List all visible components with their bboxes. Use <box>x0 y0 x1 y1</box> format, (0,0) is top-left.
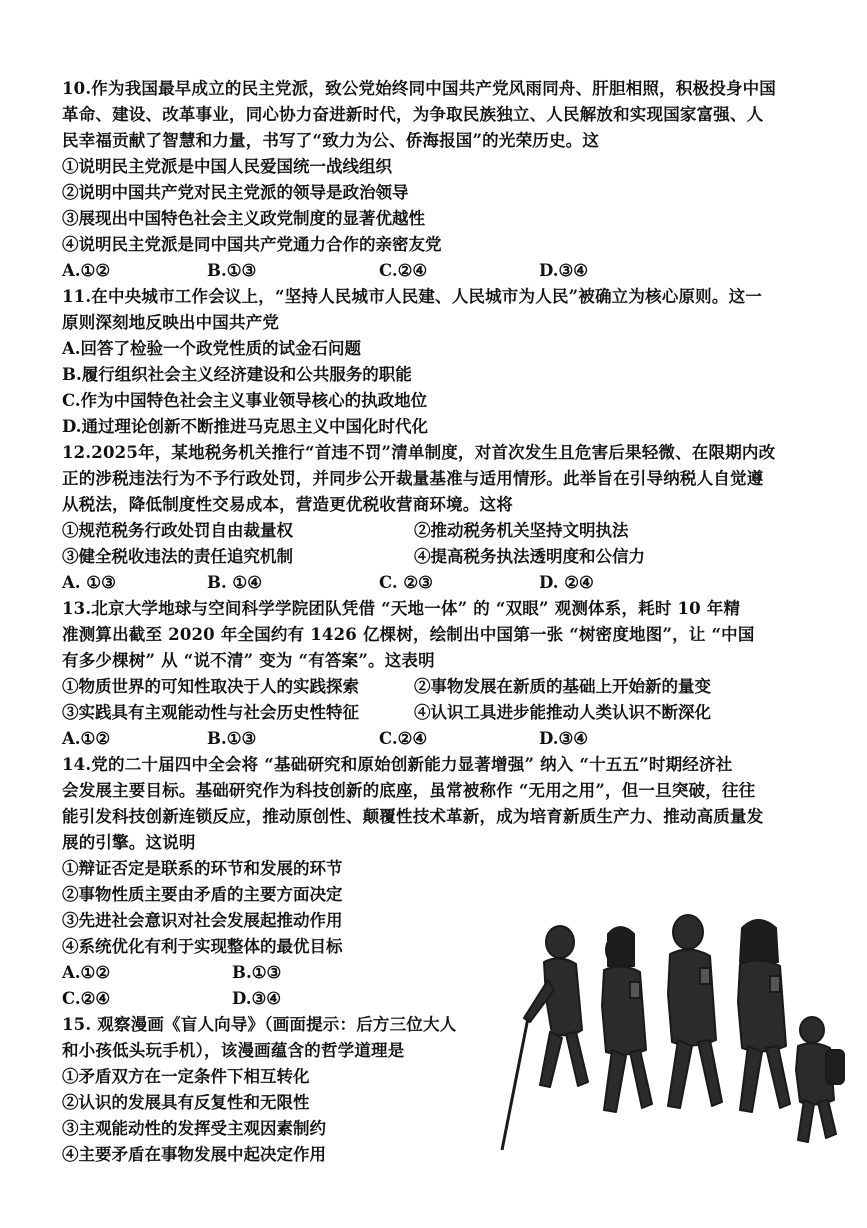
question-12-items-row <box>62 518 822 544</box>
question-12-item-3: ③健全税收违法的责任追究机制 <box>62 547 293 566</box>
choice-d[interactable]: D.③④ <box>539 729 589 748</box>
question-15-item-1: ①矛盾双方在一定条件下相互转化 <box>62 1067 310 1086</box>
question-14-stem-line: 会发展主要目标。基础研究作为科技创新的底座，虽常被称作 “无用之用”，但一旦突破，往往 <box>62 781 756 800</box>
question-10-choices <box>62 258 822 284</box>
question-12-stem-line: 正的涉税违法行为不予行政处罚，并同步公开裁量基准与适用情形。此举旨在引导纳税人自觉遵 <box>62 469 764 488</box>
question-12-item-4: ④提高税务执法透明度和公信力 <box>414 547 645 566</box>
question-13-stem-line: 有多少棵树” 从 “说不清” 变为 “有答案”。这表明 <box>62 651 435 670</box>
exam-page <box>62 76 822 1168</box>
question-10 <box>62 76 822 284</box>
question-12 <box>62 440 822 596</box>
question-12-stem-line: 12.2025年，某地税务机关推行“首违不罚”清单制度，对首次发生且危害后果轻微、在限期内改 <box>62 443 776 462</box>
question-10-item-2: ②说明中国共产党对民主党派的领导是政治领导 <box>62 183 409 202</box>
choice-b[interactable]: B.①③ <box>207 261 257 280</box>
question-15-item-2: ②认识的发展具有反复性和无限性 <box>62 1093 310 1112</box>
question-14-item-2: ②事物性质主要由矛盾的主要方面决定 <box>62 885 343 904</box>
question-15-item-4: ④主要矛盾在事物发展中起决定作用 <box>62 1145 326 1164</box>
cane <box>502 1018 528 1150</box>
question-13 <box>62 596 822 752</box>
adult-figure-3 <box>738 920 790 1112</box>
choice-b[interactable]: B.①③ <box>207 729 257 748</box>
question-12-items-row <box>62 544 822 570</box>
question-13-item-2: ②事物发展在新质的基础上开始新的量变 <box>414 677 711 696</box>
question-13-item-4: ④认识工具进步能推动人类认识不断深化 <box>414 703 711 722</box>
choice-d[interactable]: D.③④ <box>539 261 589 280</box>
child-figure <box>796 1017 844 1142</box>
question-13-items-row <box>62 700 822 726</box>
question-12-item-1: ①规范税务行政处罚自由裁量权 <box>62 521 293 540</box>
question-13-stem-line: 13.北京大学地球与空间科学学院团队凭借 “天地一体” 的 “双眼” 观测体系，耗时 10 年精 <box>62 599 741 618</box>
question-10-stem-line: 民幸福贡献了智慧和力量，书写了“致力为公、侨海报国”的光荣历史。这 <box>62 131 600 150</box>
question-10-item-3: ③展现出中国特色社会主义政党制度的显著优越性 <box>62 209 425 228</box>
blind-guide-cartoon-image <box>500 910 850 1160</box>
question-12-choices <box>62 570 822 596</box>
question-12-item-2: ②推动税务机关坚持文明执法 <box>414 521 629 540</box>
question-13-items-row <box>62 674 822 700</box>
question-11-stem-line: 11.在中央城市工作会议上，“坚持人民城市人民建、人民城市为人民”被确立为核心原则。这一 <box>62 287 762 306</box>
question-15-stem-line: 和小孩低头玩手机），该漫画蕴含的哲学道理是 <box>62 1041 405 1060</box>
question-14-item-3: ③先进社会意识对社会发展起推动作用 <box>62 911 343 930</box>
question-10-stem-line: 10.作为我国最早成立的民主党派，致公党始终同中国共产党风雨同舟、肝胆相照，积极投身中国 <box>62 79 777 98</box>
question-13-item-1: ①物质世界的可知性取决于人的实践探索 <box>62 677 359 696</box>
question-13-item-3: ③实践具有主观能动性与社会历史性特征 <box>62 703 359 722</box>
question-11-stem-line: 原则深刻地反映出中国共产党 <box>62 313 280 332</box>
blind-man-figure <box>524 926 588 1087</box>
choice-a[interactable]: A.①② <box>62 963 111 982</box>
question-10-item-4: ④说明民主党派是同中国共产党通力合作的亲密友党 <box>62 235 442 254</box>
choice-b[interactable]: B.①③ <box>232 963 282 982</box>
question-14-item-1: ①辩证否定是联系的环节和发展的环节 <box>62 859 343 878</box>
choice-d[interactable]: D.③④ <box>232 989 282 1008</box>
question-11 <box>62 284 822 440</box>
question-13-choices <box>62 726 822 752</box>
choice-a[interactable]: A.回答了检验一个政党性质的试金石问题 <box>62 339 362 358</box>
question-14-stem-line: 能引发科技创新连锁反应，推动原创性、颠覆性技术革新，成为培育新质生产力、推动高质量发 <box>62 807 764 826</box>
question-14-item-4: ④系统优化有利于实现整体的最优目标 <box>62 937 343 956</box>
choice-d[interactable]: D.通过理论创新不断推进马克思主义中国化时代化 <box>62 417 428 436</box>
choice-a[interactable]: A.①② <box>62 261 111 280</box>
adult-figure-1 <box>602 927 652 1112</box>
question-12-stem-line: 从税法，降低制度性交易成本，营造更优税收营商环境。这将 <box>62 495 513 514</box>
choice-b[interactable]: B. ①④ <box>207 573 263 592</box>
choice-a[interactable]: A.①② <box>62 729 111 748</box>
choice-c[interactable]: C.②④ <box>379 261 428 280</box>
question-10-stem-line: 革命、建设、改革事业，同心协力奋进新时代，为争取民族独立、人民解放和实现国家富强、人 <box>62 105 764 124</box>
question-14-stem-line: 14.党的二十届四中全会将 “基础研究和原始创新能力显著增强” 纳入 “十五五”时期经济社 <box>62 755 733 774</box>
choice-c[interactable]: C.②④ <box>62 989 111 1008</box>
choice-d[interactable]: D. ②④ <box>539 573 594 592</box>
question-15-stem-line: 15. 观察漫画《盲人向导》（画面提示：后方三位大人 <box>62 1015 457 1034</box>
choice-b[interactable]: B.履行组织社会主义经济建设和公共服务的职能 <box>62 365 412 384</box>
choice-c[interactable]: C.②④ <box>379 729 428 748</box>
question-15-item-3: ③主观能动性的发挥受主观因素制约 <box>62 1119 326 1138</box>
choice-c[interactable]: C. ②③ <box>379 573 433 592</box>
question-14-stem-line: 展的引擎。这说明 <box>62 833 196 852</box>
choice-c[interactable]: C.作为中国特色社会主义事业领导核心的执政地位 <box>62 391 428 410</box>
choice-a[interactable]: A. ①③ <box>62 573 116 592</box>
question-10-item-1: ①说明民主党派是中国人民爱国统一战线组织 <box>62 157 392 176</box>
adult-figure-2 <box>668 915 722 1108</box>
question-13-stem-line: 准测算出截至 2020 年全国约有 1426 亿棵树，绘制出中国第一张 “树密度地图”，让 “中国 <box>62 625 755 644</box>
